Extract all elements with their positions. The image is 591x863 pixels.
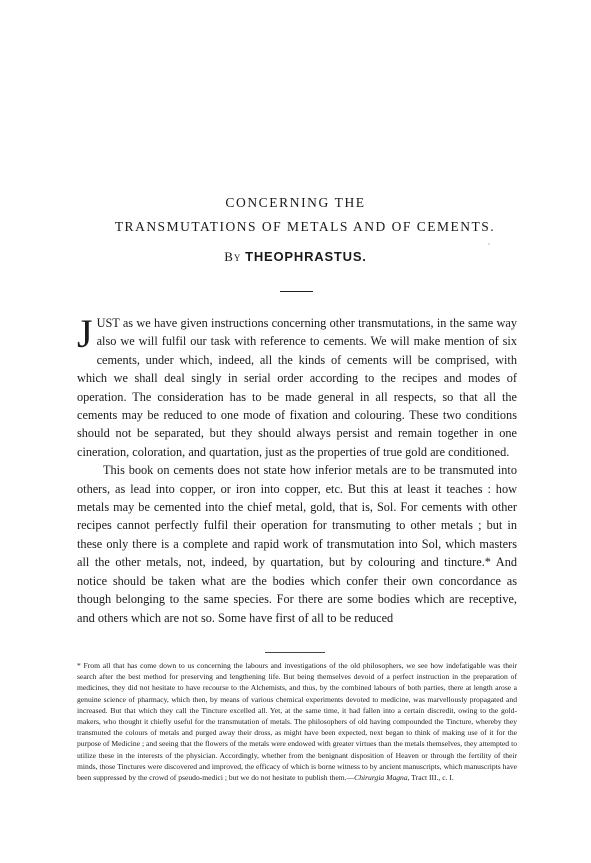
footnote-source: Chirurgia Magna, [354,773,410,783]
author-name: THEOPHRASTUS. [245,249,367,264]
footnote-separator-rule [265,652,325,653]
main-text [77,311,517,627]
footnote-source-tail: Tract III., c. I. [409,773,454,783]
drop-cap: J [77,311,93,356]
paragraph-1 [77,311,517,461]
author-byline [0,249,591,265]
chapter-title-line-1: CONCERNING THE [225,195,366,210]
paragraph-1-text: UST as we have given instructions concerning other transmutations, in the same way also we will fulfil our task with reference to cements. We will make mention of six cements, under which, indeed, all the kinds of cements will be comprised, with which we shall deal singly in serial order according to the recipes and modes of operation. The consideration has to be made general in all respects, so that all the cements may be reduced to one mode of fixation and colouring. These two conditions should not be separated, but they should always persist and remain together in one cineration, coloration, and quartation, just as the properties of true gold are conditioned. [77,316,517,459]
title-separator-rule [280,291,313,292]
footnote-text: * From all that has come down to us concerning the labours and investigations of the old philosophers, we see how indefatigable was their search after the best method for preserving and lengthening life. But being themselves devoid of a perfect instruction in the preparation of medicines, they did not hesitate to have recourse to the Alchemists, and thus, by the combined labours of both parties, there at length arose a genuine science of pharmacy, which then, by means of various chemical experiments devoted to medicine, was marvellously propagated and increased. But that which they call the Tincture excelled all. Yet, at the same time, it had fallen into a certain discredit, owing to the gold-makers, who thought it chiefly useful for the transmutation of metals. The philosophers of old having compounded the Tincture, whereby they transmuted the colours of metals and purged away their dross, as might have been expected, next began to think of making use of it for the purpose of Medicine ; and seeing that the flowers of the metals were endowed with greater virtues than the metals themselves, they attempted to utilize these in the interests of the physician. Accordingly, whether from the benignant disposition of Heaven or through the fertility of their minds, those Tinctures were discovered and improved, the efficacy of which is borne witness to by ancient manuscripts, which manuscripts have been suppressed by the crowd of pseudo-medici ; but we do not hesitate to publish them.— [77,661,517,783]
chapter-title-line-2: TRANSMUTATIONS OF METALS AND OF CEMENTS. [114,219,496,234]
footnote [77,660,517,783]
byline-by: By [224,249,242,264]
paragraph-2: This book on cements does not state how inferior metals are to be transmuted into others, as lead into copper, or iron into copper, etc. But this at least it teaches : how metals may be cemented into the chief metal, gold, that is, Sol. For cements with other recipes cannot perfectly fulfil their operation for transmuting to other metals ; but in these only there is a complete and rapid work of transmutation into Sol, which masters all the other metals, not, indeed, by quartation, but by colouring and tincture.* And notice should be taken what are the bodies which confer their own concordance as though belonging to the same species. For there are some bodies which are receptive, and others which are not so. Some have first of all to be reduced [77,463,517,625]
stray-print-mark: " [488,244,491,249]
